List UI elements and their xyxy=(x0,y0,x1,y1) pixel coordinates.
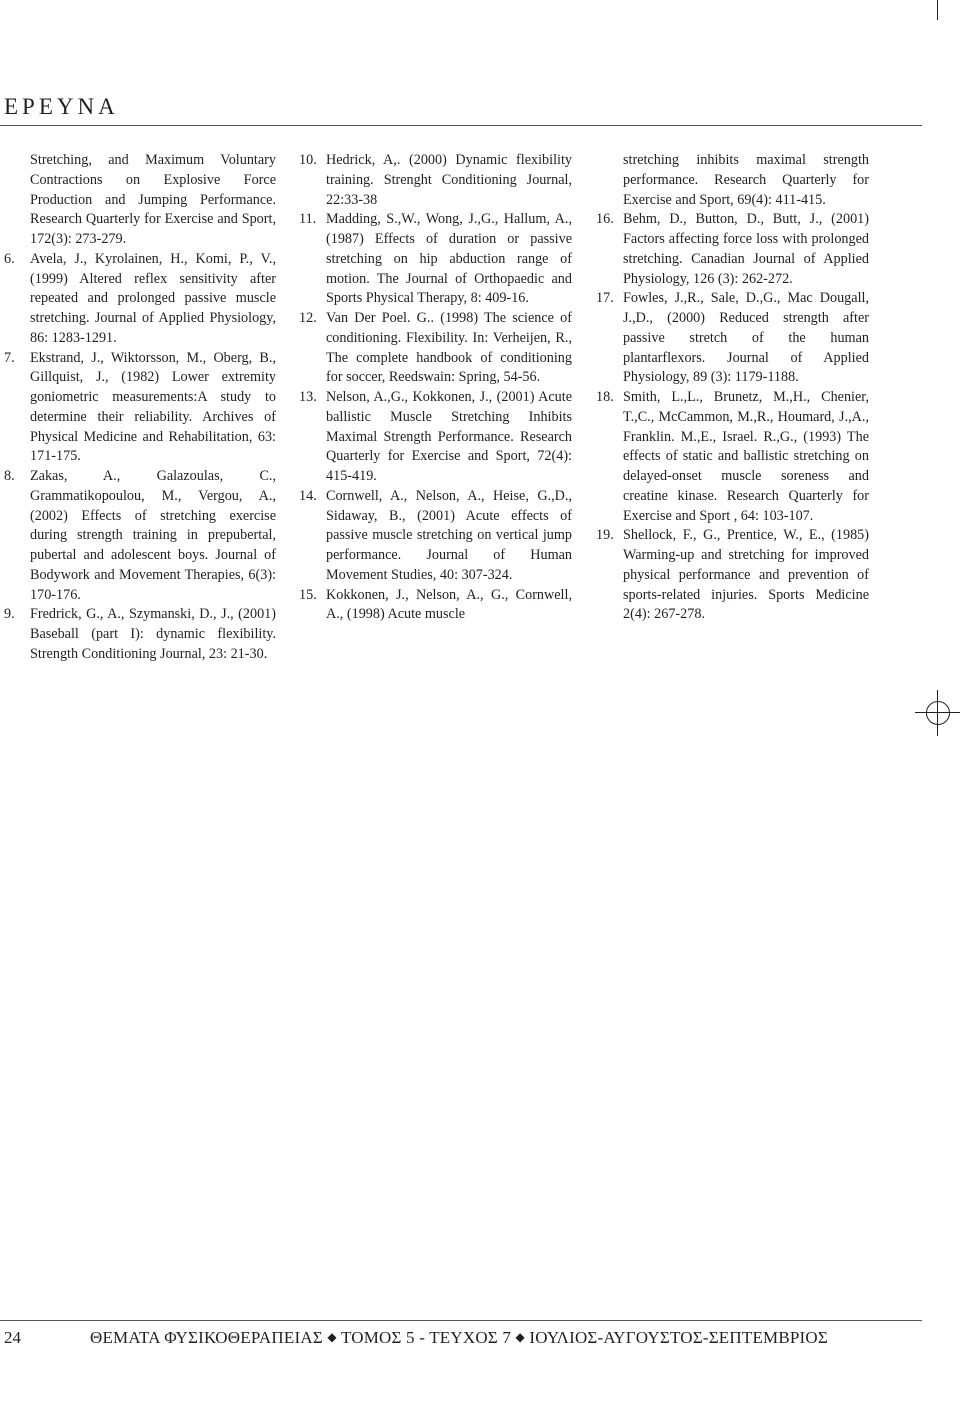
reference-text: Zakas, A., Galazoulas, C., Grammatikopoulou, M., Vergou, A., (2002) Effects of stretching exercise during strength training in prepubertal, pubertal and adolescent boys. Journal of Bodywork and Movement Therapies, 6(3): 170-176. xyxy=(30,468,276,603)
volume-issue: ΤΟΜΟΣ 5 - ΤΕΥΧΟΣ 7 xyxy=(340,1328,512,1347)
reference-text: Avela, J., Kyrolainen, H., Komi, P., V., (1999) Altered reflex sensitivity after repeated and prolonged passive muscle stretching. Journal of Applied Physiology, 86: 1283-1291. xyxy=(30,250,276,346)
reference-item xyxy=(4,250,276,349)
reference-continuation: stretching inhibits maximal strength performance. Research Quarterly for Exercise and Sport, 69(4): 411-415. xyxy=(623,152,869,208)
reference-number: 9. xyxy=(4,606,15,623)
reference-number: 16. xyxy=(596,211,614,228)
header-rule xyxy=(0,125,922,126)
reference-number: 19. xyxy=(596,527,614,544)
reference-item xyxy=(596,526,869,625)
issue-period: ΙΟΥΛΙΟΣ-ΑΥΓΟΥΣΤΟΣ-ΣΕΠΤΕΜΒΡΙΟΣ xyxy=(529,1328,828,1347)
registration-mark-top xyxy=(915,0,960,20)
reference-number: 15. xyxy=(299,586,317,603)
reference-text: Kokkonen, J., Nelson, A., G., Cornwell, A., (1998) Acute muscle xyxy=(326,586,572,623)
diamond-separator-icon: ◆ xyxy=(515,1330,525,1344)
reference-number: 11. xyxy=(299,211,317,228)
reference-number: 14. xyxy=(299,487,317,504)
reference-item xyxy=(299,309,572,388)
running-footer xyxy=(90,1328,828,1348)
reference-text: Ekstrand, J., Wiktorsson, M., Oberg, B., Gillquist, J., (1982) Lower extremity goniometric measurements:A study to determine their reliability. Archives of Physical Medicine and Rehabilitation, 63: 171-175. xyxy=(30,349,276,465)
reference-item xyxy=(299,487,572,586)
reference-number: 8. xyxy=(4,468,15,484)
reference-text: Cornwell, A., Nelson, A., Heise, G.,D., Sidaway, B., (2001) Acute effects of passive muscle stretching on vertical jump performance. Journal of Human Movement Studies, 40: 307-324. xyxy=(326,487,572,583)
reference-item xyxy=(596,210,869,289)
reference-number: 10. xyxy=(299,152,317,168)
diamond-separator-icon: ◆ xyxy=(327,1330,337,1344)
reference-text: Fredrick, G., A., Szymanski, D., J., (2001) Baseball (part I): dynamic flexibility. Strength Conditioning Journal, 23: 21-30. xyxy=(30,606,276,662)
reference-number: 7. xyxy=(4,349,15,366)
references-column-2 xyxy=(299,151,572,625)
reference-text: Shellock, F., G., Prentice, W., E., (1985) Warming-up and stretching for improved physical performance and prevention of sports-related injuries. Sports Medicine 2(4): 267-278. xyxy=(623,527,869,623)
reference-text: Van Der Poel. G.. (1998) The science of conditioning. Flexibility. In: Verheijen, R., The complete handbook of conditioning for soccer, Reedswain: Spring, 54-56. xyxy=(326,310,572,386)
reference-item xyxy=(299,388,572,487)
reference-text: Smith, L.,L., Brunetz, M.,H., Chenier, T.,C., McCammon, M.,R., Houmard, J.,A., Franklin. M.,E., Israel. R.,G., (1993) The effects of static and ballistic stretching on delayed-onset muscle soreness and creatine kinase. Research Quarterly for Exercise and Sport , 64: 103-107. xyxy=(623,389,869,524)
reference-text: Behm, D., Button, D., Butt, J., (2001) Factors affecting force loss with prolonged stretching. Canadian Journal of Applied Physiology, 126 (3): 262-272. xyxy=(623,211,869,287)
section-title: ΕΡΕΥΝΑ xyxy=(4,94,119,119)
reference-number: 13. xyxy=(299,389,317,405)
reference-number: 18. xyxy=(596,389,614,405)
reference-number: 12. xyxy=(299,310,317,326)
reference-item xyxy=(299,151,572,210)
reference-item xyxy=(596,289,869,388)
reference-item xyxy=(299,586,572,626)
reference-number: 17. xyxy=(596,290,614,307)
reference-item xyxy=(299,210,572,309)
page-number: 24 xyxy=(4,1328,21,1347)
reference-text: Hedrick, A,. (2000) Dynamic flexibility training. Strenght Conditioning Journal, 22:33-38 xyxy=(326,152,572,208)
reference-text: Madding, S.,W., Wong, J.,G., Hallum, A., (1987) Effects of duration or passive stretching on hip abduction range of motion. The Journal of Orthopaedic and Sports Physical Therapy, 8: 409-16. xyxy=(326,211,572,307)
reference-number: 6. xyxy=(4,250,15,267)
reference-continuation: Stretching, and Maximum Voluntary Contractions on Explosive Force Production and Jumping Performance. Research Quarterly for Exercise and Sport, 172(3): 273-279. xyxy=(30,152,276,247)
references-column-3 xyxy=(596,151,869,625)
reference-item xyxy=(4,349,276,468)
reference-text: Nelson, A.,G., Kokkonen, J., (2001) Acute ballistic Muscle Stretching Inhibits Maximal Strength Performance. Research Quarterly for Exercise and Sport, 72(4): 415-419. xyxy=(326,389,572,484)
registration-mark-right xyxy=(915,690,960,736)
reference-item xyxy=(596,388,869,526)
reference-text: Fowles, J.,R., Sale, D.,G., Mac Dougall, J.,D., (2000) Reduced strength after passive stretch of the human plantarflexors. Journal of Applied Physiology, 89 (3): 1179-1188. xyxy=(623,290,869,386)
references-column-1 xyxy=(4,151,276,665)
reference-item xyxy=(4,467,276,605)
journal-name: ΘΕΜΑΤΑ ΦΥΣΙΚΟΘΕΡΑΠΕΙΑΣ xyxy=(90,1328,323,1347)
reference-item xyxy=(4,605,276,664)
footer-rule xyxy=(0,1320,922,1321)
